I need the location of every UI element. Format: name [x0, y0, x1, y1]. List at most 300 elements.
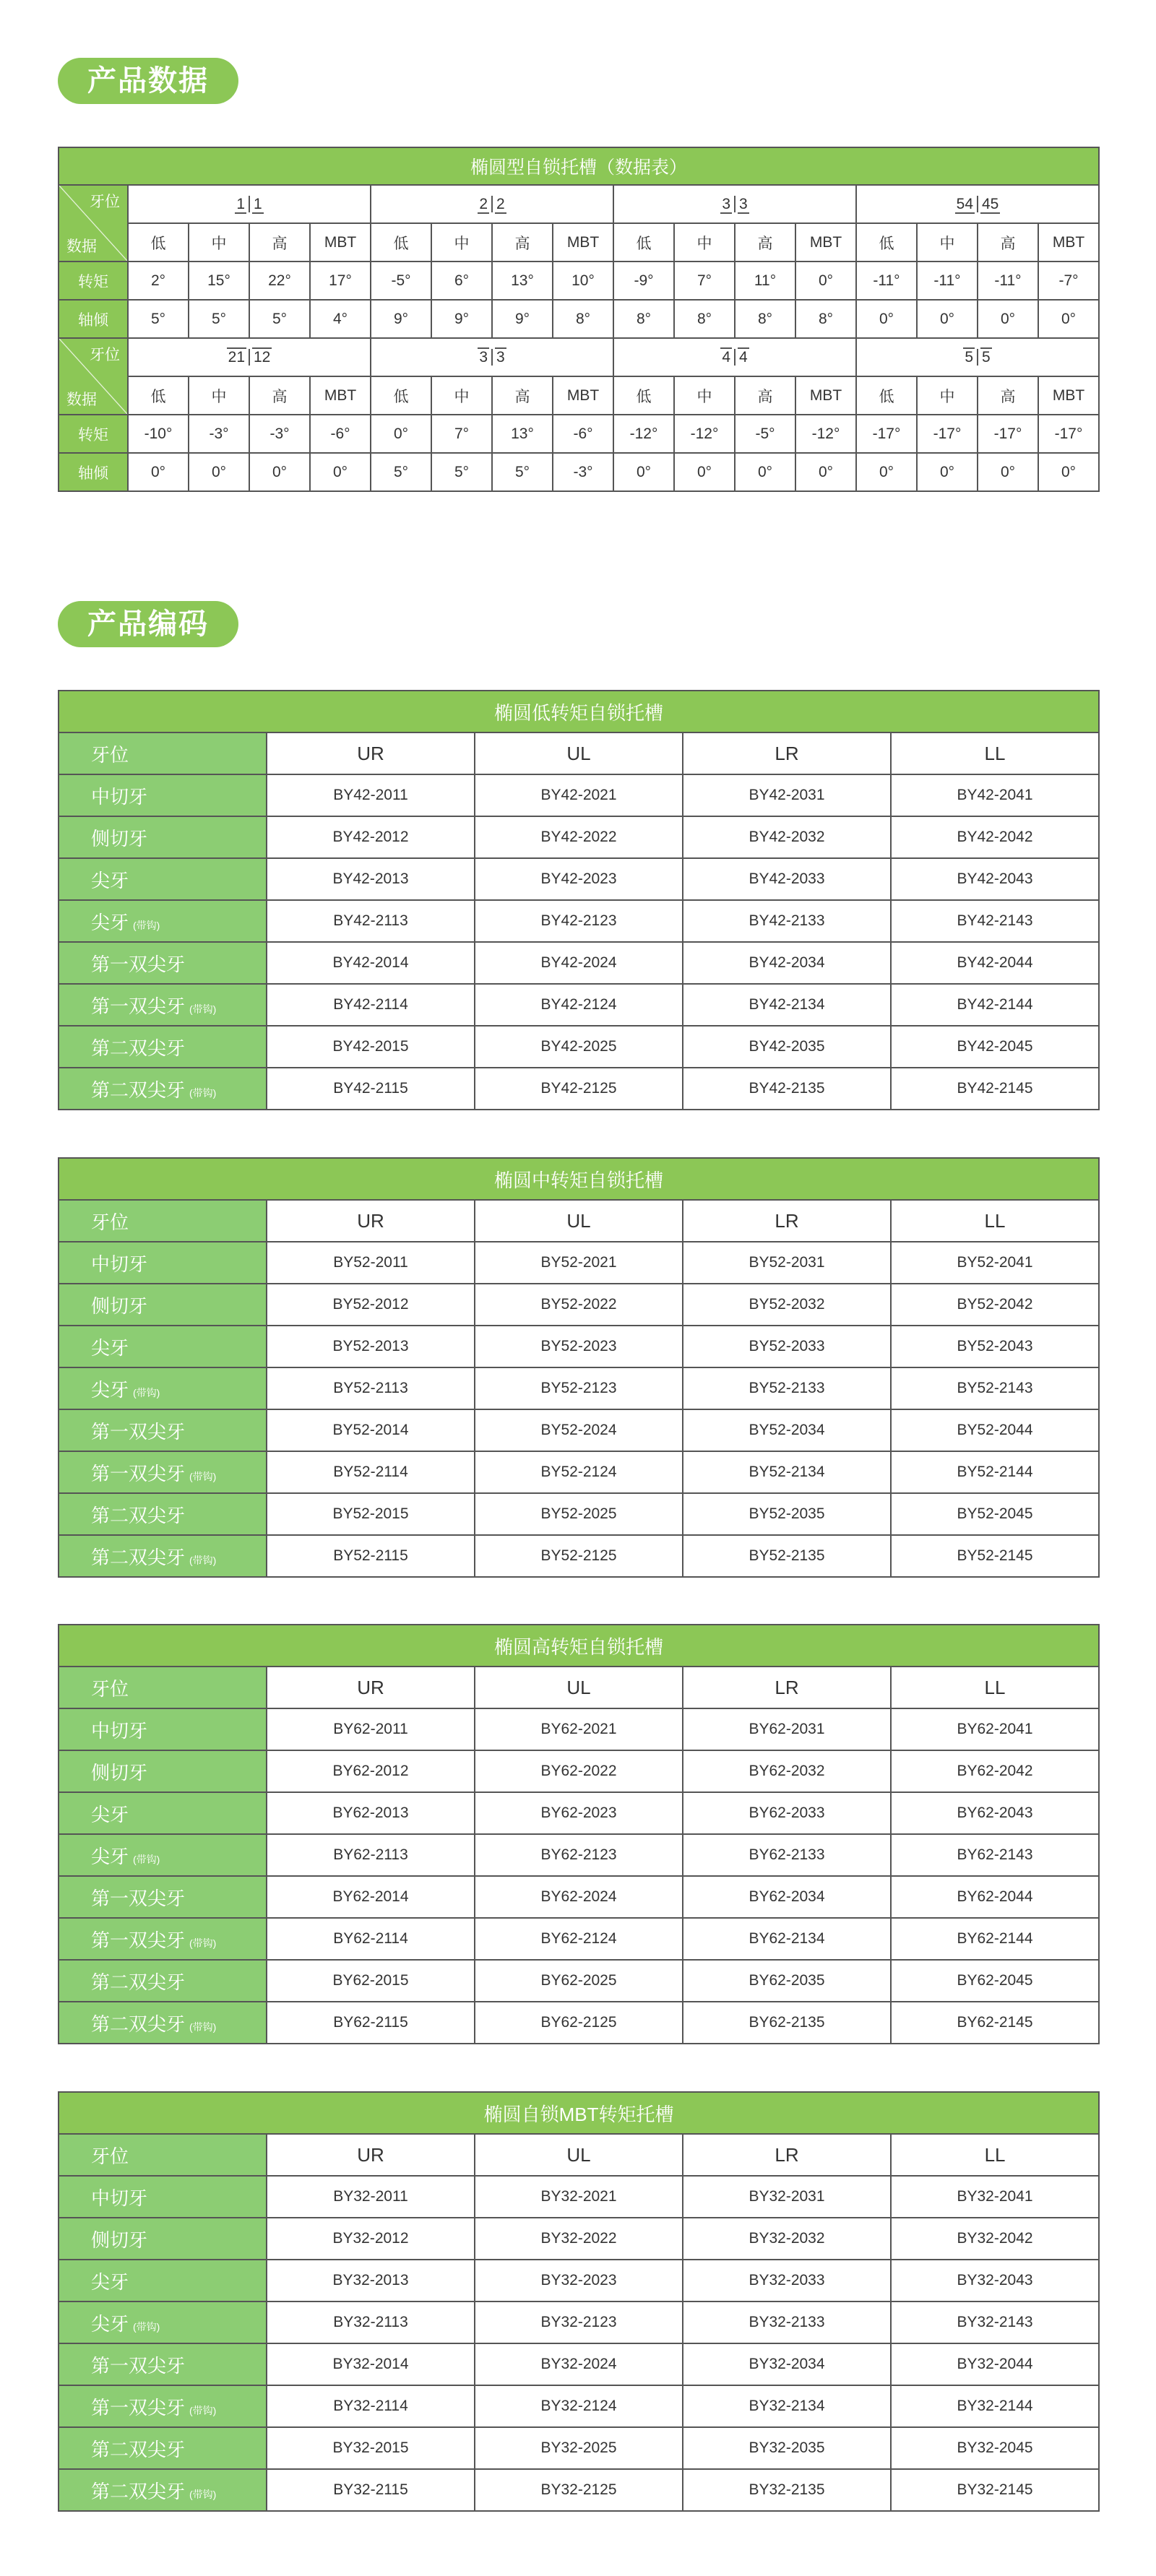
code-table-low-torque: [58, 690, 1100, 1110]
tip-value: 0°: [1038, 453, 1099, 491]
table-row: [59, 816, 1099, 858]
product-code-cell: BY62-2021: [475, 1708, 683, 1750]
product-code-cell: BY42-2125: [475, 1068, 683, 1110]
torque-value: -17°: [917, 415, 978, 453]
product-code-cell: BY32-2035: [683, 2427, 891, 2469]
torque-level-header: 低: [613, 376, 674, 415]
tip-value: -3°: [553, 453, 613, 491]
product-code-cell: BY42-2011: [267, 774, 475, 816]
product-code-cell: BY42-2135: [683, 1068, 891, 1110]
product-code-cell: BY52-2125: [475, 1535, 683, 1577]
hook-note: (带钩): [189, 2488, 217, 2500]
torque-level-header: 低: [856, 223, 917, 262]
torque-value: -7°: [1038, 262, 1099, 300]
table-row: [59, 1493, 1099, 1535]
product-code-cell: BY52-2133: [683, 1367, 891, 1409]
product-code-cell: BY42-2024: [475, 942, 683, 984]
product-code-cell: BY62-2023: [475, 1792, 683, 1834]
tooth-type-cell: [59, 1409, 267, 1451]
table-row: [59, 1284, 1099, 1326]
product-code-cell: BY62-2022: [475, 1750, 683, 1792]
product-code-cell: BY52-2145: [891, 1535, 1099, 1577]
tooth-position-header: 牙位: [59, 1200, 267, 1242]
product-code-cell: BY42-2133: [683, 900, 891, 942]
tooth-type-label: 中切牙: [91, 2187, 148, 2209]
tooth-type-cell: [59, 2260, 267, 2301]
table-row: [59, 1026, 1099, 1068]
product-code-cell: BY42-2013: [267, 858, 475, 900]
data-table-title: 椭圆型自锁托槽（数据表）: [59, 147, 1099, 185]
product-code-cell: BY42-2012: [267, 816, 475, 858]
tip-value: 4°: [310, 300, 371, 338]
product-code-cell: BY42-2015: [267, 1026, 475, 1068]
tooth-type-cell: [59, 2218, 267, 2260]
torque-level-header: 中: [674, 223, 735, 262]
tooth-type-cell: [59, 2176, 267, 2218]
data-table-tip-row: [59, 453, 1099, 491]
code-table-title-row: [59, 691, 1099, 732]
product-code-cell: BY52-2123: [475, 1367, 683, 1409]
product-code-cell: BY32-2124: [475, 2385, 683, 2427]
quadrant-header: UL: [475, 1667, 683, 1708]
product-code-cell: BY52-2023: [475, 1326, 683, 1367]
corner-label-data: 数据: [66, 392, 97, 408]
corner-label-tooth: 牙位: [90, 194, 120, 210]
tooth-type-cell: [59, 1367, 267, 1409]
tip-value: 5°: [431, 453, 492, 491]
tooth-notation: [478, 349, 506, 366]
tooth-notation-right: 3: [739, 195, 748, 212]
tooth-group-header: [371, 185, 613, 223]
tooth-notation: [955, 196, 1001, 213]
tip-value: 0°: [978, 300, 1038, 338]
product-code-cell: BY52-2115: [267, 1535, 475, 1577]
tooth-type-label: 尖牙: [91, 911, 129, 933]
hook-note: (带钩): [133, 1386, 160, 1399]
torque-value: -12°: [613, 415, 674, 453]
tooth-type-label: 尖牙: [91, 2270, 129, 2293]
product-code-cell: BY62-2043: [891, 1792, 1099, 1834]
tooth-type-cell: [59, 1792, 267, 1834]
code-table-header-row: [59, 1200, 1099, 1242]
torque-level-header: 中: [917, 376, 978, 415]
product-code-cell: BY62-2024: [475, 1876, 683, 1918]
product-code-cell: BY52-2014: [267, 1409, 475, 1451]
torque-value: -12°: [795, 415, 856, 453]
tooth-type-cell: [59, 900, 267, 942]
tooth-type-cell: [59, 816, 267, 858]
product-code-cell: BY42-2034: [683, 942, 891, 984]
tooth-type-label: 尖牙: [91, 1845, 129, 1867]
tooth-notation-divider: [249, 196, 250, 212]
product-code-cell: BY42-2032: [683, 816, 891, 858]
tooth-type-cell: [59, 1493, 267, 1535]
tooth-group-header: [856, 338, 1099, 376]
torque-level-header: MBT: [795, 223, 856, 262]
product-code-cell: BY32-2113: [267, 2301, 475, 2343]
code-table-title: 椭圆高转矩自锁托槽: [59, 1625, 1099, 1667]
product-code-cell: BY42-2021: [475, 774, 683, 816]
torque-level-header: MBT: [310, 376, 371, 415]
product-code-cell: BY32-2031: [683, 2176, 891, 2218]
torque-level-header: 高: [978, 376, 1038, 415]
tooth-type-cell: [59, 2002, 267, 2044]
product-code-cell: BY62-2135: [683, 2002, 891, 2044]
torque-level-header: MBT: [1038, 376, 1099, 415]
torque-value: 2°: [128, 262, 189, 300]
table-row: [59, 1792, 1099, 1834]
tooth-notation-left: 3: [479, 348, 488, 366]
hook-note: (带钩): [189, 1086, 217, 1099]
torque-level-header: 低: [613, 223, 674, 262]
product-code-cell: BY52-2042: [891, 1284, 1099, 1326]
product-code-cell: BY62-2011: [267, 1708, 475, 1750]
product-code-cell: BY32-2021: [475, 2176, 683, 2218]
tooth-type-label: 尖牙: [91, 869, 129, 891]
torque-value: -3°: [189, 415, 249, 453]
data-table-group-row: [59, 338, 1099, 376]
product-code-cell: BY62-2113: [267, 1834, 475, 1876]
quadrant-header: UL: [475, 1200, 683, 1242]
product-code-cell: BY52-2124: [475, 1451, 683, 1493]
product-code-cell: BY62-2134: [683, 1918, 891, 1960]
tip-value: 9°: [371, 300, 431, 338]
product-code-cell: BY52-2015: [267, 1493, 475, 1535]
product-code-cell: BY32-2023: [475, 2260, 683, 2301]
quadrant-header: LR: [683, 2134, 891, 2176]
product-code-cell: BY32-2013: [267, 2260, 475, 2301]
data-table-tip-row: [59, 300, 1099, 338]
tooth-notation-left: 5: [965, 348, 973, 366]
tooth-notation-left: 21: [228, 348, 245, 366]
tooth-notation-divider: [491, 196, 493, 212]
tooth-type-cell: [59, 858, 267, 900]
tooth-type-label: 尖牙: [91, 2312, 129, 2335]
tooth-notation-right: 3: [496, 348, 505, 366]
product-code-cell: BY42-2042: [891, 816, 1099, 858]
corner-label-data: 数据: [66, 238, 97, 255]
tooth-group-header: [613, 338, 856, 376]
tip-value: 0°: [795, 453, 856, 491]
torque-level-header: 高: [492, 223, 553, 262]
tooth-type-label: 第二双尖牙: [91, 1504, 186, 1526]
tooth-type-cell: [59, 774, 267, 816]
tooth-notation-right: 12: [254, 348, 271, 366]
hook-note: (带钩): [133, 1853, 160, 1865]
tooth-notation-right: 4: [739, 348, 748, 366]
torque-level-header: 高: [249, 376, 310, 415]
tooth-type-label: 第二双尖牙: [91, 2438, 186, 2460]
tip-value: 5°: [249, 300, 310, 338]
product-code-cell: BY62-2143: [891, 1834, 1099, 1876]
product-code-cell: BY42-2033: [683, 858, 891, 900]
tooth-notation-divider: [249, 349, 250, 366]
torque-value: 7°: [431, 415, 492, 453]
tooth-type-cell: [59, 1026, 267, 1068]
tooth-type-cell: [59, 942, 267, 984]
product-code-cell: BY32-2135: [683, 2469, 891, 2511]
code-table-mbt-torque: [58, 2091, 1100, 2512]
product-code-cell: BY32-2145: [891, 2469, 1099, 2511]
product-code-cell: BY62-2034: [683, 1876, 891, 1918]
tip-value: 0°: [189, 453, 249, 491]
tooth-notation: [235, 196, 263, 213]
product-code-cell: BY62-2124: [475, 1918, 683, 1960]
product-code-cell: BY42-2124: [475, 984, 683, 1026]
table-row: [59, 1242, 1099, 1284]
code-table-title: 椭圆低转矩自锁托槽: [59, 691, 1099, 732]
tooth-type-cell: [59, 2469, 267, 2511]
data-table-torque-row: [59, 262, 1099, 300]
quadrant-header: LL: [891, 1200, 1099, 1242]
table-row: [59, 942, 1099, 984]
product-code-cell: BY32-2022: [475, 2218, 683, 2260]
torque-value: -9°: [613, 262, 674, 300]
tooth-notation: [720, 349, 749, 366]
tip-value: 0°: [613, 453, 674, 491]
table-row: [59, 900, 1099, 942]
tip-value: 0°: [249, 453, 310, 491]
product-code-cell: BY62-2041: [891, 1708, 1099, 1750]
table-row: [59, 2260, 1099, 2301]
product-code-cell: BY42-2134: [683, 984, 891, 1026]
data-table-subheader-row: [59, 223, 1099, 262]
tip-value: 0°: [856, 300, 917, 338]
row-label-tip: 轴倾: [59, 453, 128, 491]
product-code-cell: BY42-2113: [267, 900, 475, 942]
torque-level-header: MBT: [553, 223, 613, 262]
tooth-type-label: 第一双尖牙: [91, 953, 186, 975]
product-code-cell: BY32-2011: [267, 2176, 475, 2218]
tooth-position-header: 牙位: [59, 1667, 267, 1708]
tooth-type-label: 第二双尖牙: [91, 1037, 186, 1059]
tooth-type-label: 侧切牙: [91, 1761, 148, 1784]
code-table-title-row: [59, 1158, 1099, 1200]
tooth-type-label: 侧切牙: [91, 827, 148, 850]
product-code-cell: BY52-2035: [683, 1493, 891, 1535]
product-code-cell: BY32-2144: [891, 2385, 1099, 2427]
product-code-cell: BY32-2025: [475, 2427, 683, 2469]
tooth-type-cell: [59, 1960, 267, 2002]
product-code-cell: BY52-2022: [475, 1284, 683, 1326]
torque-level-header: 中: [431, 223, 492, 262]
product-code-cell: BY32-2045: [891, 2427, 1099, 2469]
product-code-cell: BY42-2025: [475, 1026, 683, 1068]
product-code-cell: BY32-2115: [267, 2469, 475, 2511]
tooth-notation: [963, 349, 991, 366]
tooth-type-label: 第二双尖牙: [91, 1079, 186, 1101]
hook-note: (带钩): [133, 2320, 160, 2333]
torque-value: 17°: [310, 262, 371, 300]
product-code-cell: BY42-2114: [267, 984, 475, 1026]
tooth-type-label: 第一双尖牙: [91, 1420, 186, 1443]
product-data-table: [58, 147, 1100, 492]
tooth-type-cell: [59, 1708, 267, 1750]
torque-value: -10°: [128, 415, 189, 453]
table-row: [59, 2427, 1099, 2469]
table-row: [59, 1876, 1099, 1918]
tooth-type-cell: [59, 2385, 267, 2427]
diagonal-header-cell: [59, 185, 128, 262]
product-code-cell: BY32-2114: [267, 2385, 475, 2427]
tooth-type-label: 侧切牙: [91, 1295, 148, 1317]
corner-label-tooth: 牙位: [90, 347, 120, 363]
torque-level-header: MBT: [795, 376, 856, 415]
tip-value: 0°: [310, 453, 371, 491]
tooth-type-cell: [59, 2301, 267, 2343]
product-code-cell: BY52-2013: [267, 1326, 475, 1367]
table-row: [59, 1068, 1099, 1110]
row-label-tip: 轴倾: [59, 300, 128, 338]
tooth-type-cell: [59, 1834, 267, 1876]
row-label-torque: 转矩: [59, 262, 128, 300]
hook-note: (带钩): [189, 1937, 217, 1949]
product-code-cell: BY32-2024: [475, 2343, 683, 2385]
table-row: [59, 2469, 1099, 2511]
tip-value: 5°: [492, 453, 553, 491]
table-row: [59, 1326, 1099, 1367]
tooth-group-header: [856, 185, 1099, 223]
tooth-group-header: [613, 185, 856, 223]
tooth-type-cell: [59, 984, 267, 1026]
product-code-cell: BY42-2044: [891, 942, 1099, 984]
tip-value: 0°: [978, 453, 1038, 491]
product-code-cell: BY42-2045: [891, 1026, 1099, 1068]
torque-level-header: 低: [856, 376, 917, 415]
hook-note: (带钩): [133, 919, 160, 931]
torque-level-header: 中: [674, 376, 735, 415]
tip-value: 5°: [189, 300, 249, 338]
tooth-type-label: 第一双尖牙: [91, 1887, 186, 1909]
product-code-cell: BY62-2125: [475, 2002, 683, 2044]
product-code-cell: BY62-2045: [891, 1960, 1099, 2002]
table-row: [59, 984, 1099, 1026]
product-code-cell: BY52-2114: [267, 1451, 475, 1493]
table-row: [59, 1535, 1099, 1577]
product-code-cell: BY62-2145: [891, 2002, 1099, 2044]
product-code-cell: BY42-2014: [267, 942, 475, 984]
tooth-notation-left: 1: [236, 195, 245, 212]
tooth-notation-divider: [977, 196, 978, 212]
product-code-cell: BY62-2044: [891, 1876, 1099, 1918]
torque-value: -5°: [371, 262, 431, 300]
tooth-type-label: 第一双尖牙: [91, 1929, 186, 1951]
torque-level-header: 低: [128, 376, 189, 415]
product-code-cell: BY62-2144: [891, 1918, 1099, 1960]
torque-level-header: 低: [128, 223, 189, 262]
tip-value: 9°: [431, 300, 492, 338]
tooth-type-label: 中切牙: [91, 1719, 148, 1742]
product-code-cell: BY62-2042: [891, 1750, 1099, 1792]
table-row: [59, 2385, 1099, 2427]
tooth-group-header: [371, 338, 613, 376]
product-code-cell: BY42-2144: [891, 984, 1099, 1026]
data-table-torque-row: [59, 415, 1099, 453]
tooth-notation-left: 3: [722, 195, 730, 212]
product-code-cell: BY42-2023: [475, 858, 683, 900]
torque-value: -3°: [249, 415, 310, 453]
product-code-cell: BY62-2012: [267, 1750, 475, 1792]
product-code-cell: BY52-2011: [267, 1242, 475, 1284]
section-title-product-code: 产品编码: [58, 601, 238, 647]
torque-level-header: 高: [249, 223, 310, 262]
product-code-cell: BY32-2033: [683, 2260, 891, 2301]
torque-level-header: MBT: [553, 376, 613, 415]
torque-value: -11°: [917, 262, 978, 300]
tooth-type-label: 尖牙: [91, 1803, 129, 1825]
tooth-notation: [227, 349, 272, 366]
quadrant-header: UL: [475, 732, 683, 774]
torque-level-header: 中: [189, 223, 249, 262]
quadrant-header: UR: [267, 1200, 475, 1242]
product-code-cell: BY52-2041: [891, 1242, 1099, 1284]
product-code-cell: BY32-2133: [683, 2301, 891, 2343]
product-code-cell: BY52-2012: [267, 1284, 475, 1326]
product-code-cell: BY62-2133: [683, 1834, 891, 1876]
table-row: [59, 2343, 1099, 2385]
tooth-type-cell: [59, 1535, 267, 1577]
tooth-type-cell: [59, 1876, 267, 1918]
hook-note: (带钩): [189, 1003, 217, 1015]
torque-level-header: 中: [189, 376, 249, 415]
quadrant-header: LR: [683, 1667, 891, 1708]
product-code-cell: BY42-2041: [891, 774, 1099, 816]
torque-level-header: MBT: [310, 223, 371, 262]
product-code-cell: BY42-2123: [475, 900, 683, 942]
torque-value: -17°: [856, 415, 917, 453]
torque-level-header: 低: [371, 223, 431, 262]
torque-value: 0°: [371, 415, 431, 453]
tip-value: 8°: [735, 300, 795, 338]
tooth-type-label: 尖牙: [91, 1336, 129, 1359]
table-row: [59, 1750, 1099, 1792]
row-label-torque: 转矩: [59, 415, 128, 453]
product-code-cell: BY42-2143: [891, 900, 1099, 942]
product-code-cell: BY52-2025: [475, 1493, 683, 1535]
tooth-notation: [720, 196, 749, 213]
product-code-cell: BY32-2041: [891, 2176, 1099, 2218]
product-code-cell: BY62-2015: [267, 1960, 475, 2002]
product-code-cell: BY32-2134: [683, 2385, 891, 2427]
code-table-high-torque: [58, 1624, 1100, 2044]
code-table-title-row: [59, 2092, 1099, 2134]
product-code-cell: BY42-2145: [891, 1068, 1099, 1110]
tooth-type-cell: [59, 1451, 267, 1493]
product-code-cell: BY42-2115: [267, 1068, 475, 1110]
product-code-cell: BY32-2032: [683, 2218, 891, 2260]
tooth-notation-right: 5: [982, 348, 991, 366]
product-code-cell: BY52-2033: [683, 1326, 891, 1367]
tooth-type-label: 第二双尖牙: [91, 1971, 186, 1993]
torque-level-header: 中: [917, 223, 978, 262]
product-code-cell: BY32-2125: [475, 2469, 683, 2511]
code-table-medium-torque: [58, 1157, 1100, 1578]
tooth-type-cell: [59, 1068, 267, 1110]
data-table-subheader-row: [59, 376, 1099, 415]
tip-value: 0°: [856, 453, 917, 491]
product-code-cell: BY52-2144: [891, 1451, 1099, 1493]
table-row: [59, 2301, 1099, 2343]
code-table-title: 椭圆自锁MBT转矩托槽: [59, 2092, 1099, 2134]
product-code-cell: BY42-2035: [683, 1026, 891, 1068]
tooth-notation: [478, 196, 506, 213]
product-code-cell: BY32-2014: [267, 2343, 475, 2385]
product-code-cell: BY52-2024: [475, 1409, 683, 1451]
product-code-cell: BY32-2044: [891, 2343, 1099, 2385]
product-code-cell: BY52-2043: [891, 1326, 1099, 1367]
product-code-cell: BY62-2031: [683, 1708, 891, 1750]
product-code-cell: BY42-2043: [891, 858, 1099, 900]
